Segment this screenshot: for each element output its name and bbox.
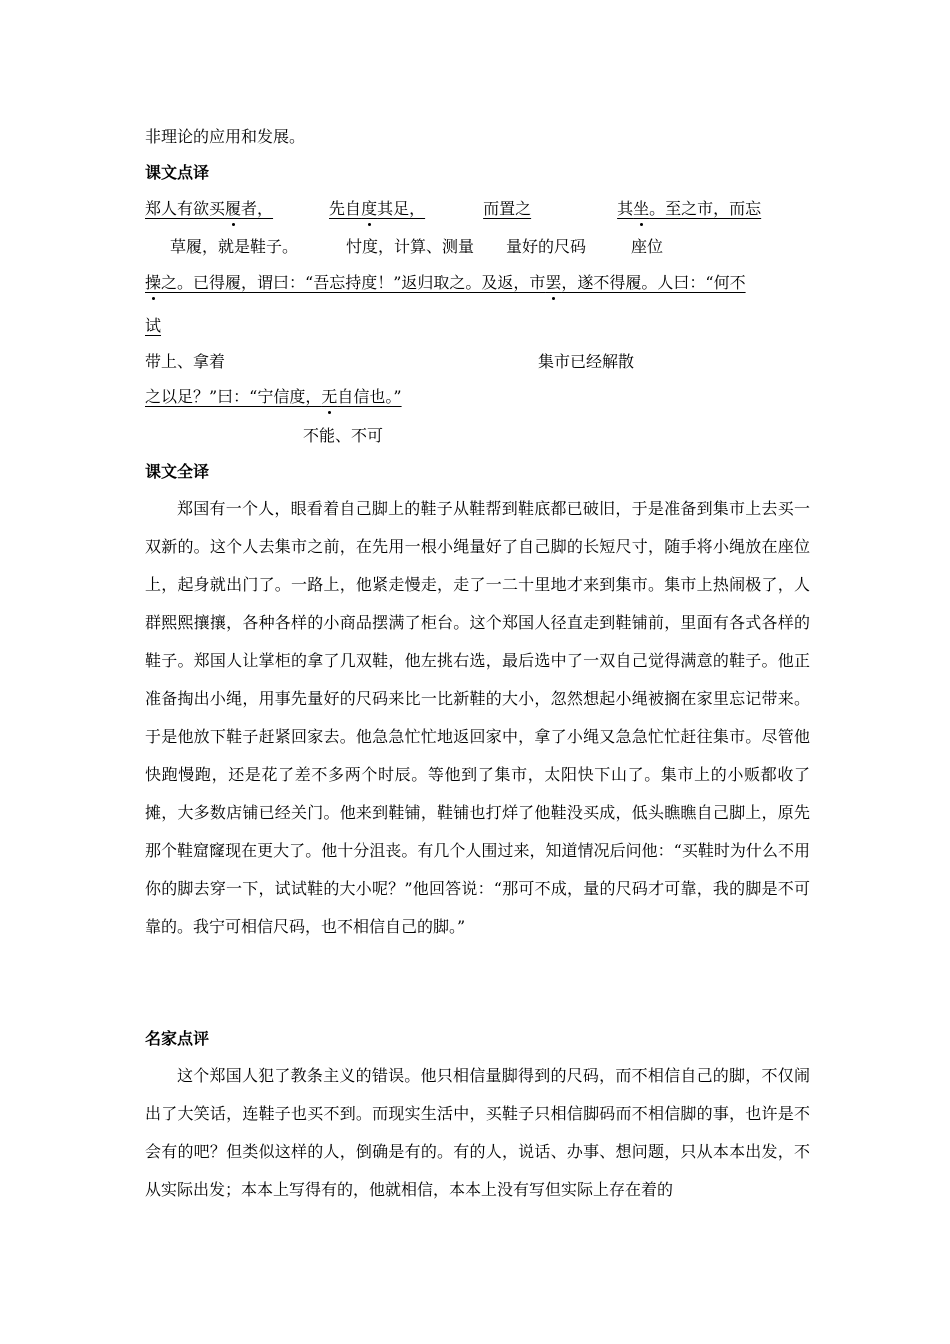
annotated-char: 操 [145, 273, 162, 292]
intro-tail-text: 非理论的应用和发展。 [145, 127, 306, 146]
gloss-note: 忖度，计算、测量 [346, 237, 475, 256]
gloss-note: 座位 [631, 237, 664, 256]
classical-text-segment: 试 [145, 316, 162, 335]
classical-text-line-3 [145, 387, 402, 407]
classical-text-segment: 其足， [377, 199, 426, 218]
gloss-note: 草履，就是鞋子。 [170, 237, 299, 256]
classical-text-segment: 郑人有欲买 [145, 199, 226, 218]
annotated-char: 坐 [633, 199, 650, 218]
gloss-note: 集市已经解散 [538, 352, 635, 371]
annotated-char: 度 [361, 199, 378, 218]
expert-commentary-paragraph: 这个郑国人犯了教条主义的错误。他只相信量脚得到的尺码，而不相信自己的脚，不仅闹出了大笑话，连鞋子也买不到。而现实生活中，买鞋子只相信脚码而不相信脚的事，也许是不会有的吧？但类似这样的人，倒确是有的。有的人，说话、办事、想问题，只从本本出发，不从实际出发；本本上写得有的，他就相信，本本上没有写但实际上存在着的 [145, 1066, 810, 1199]
full-translation-paragraph: 郑国有一个人，眼看着自己脚上的鞋子从鞋帮到鞋底都已破旧，于是准备到集市上去买一双新的。这个人去集市之前，在先用一根小绳量好了自己脚的长短尺寸，随手将小绳放在座位上，起身就出门了。一路上，他紧走慢走，走了一二十里地才来到集市。集市上热闹极了，人群熙熙攘攘，各种各样的小商品摆满了柜台。这个郑国人径直走到鞋铺前，里面有各式各样的鞋子。郑国人让掌柜的拿了几双鞋，他左挑右选，最后选中了一双自己觉得满意的鞋子。他正准备掏出小绳，用事先量好的尺码来比一比新鞋的大小，忽然想起小绳被搁在家里忘记带来。于是他放下鞋子赶紧回家去。他急急忙忙地返回家中，拿了小绳又急急忙忙赶往集市。尽管他快跑慢跑，还是花了差不多两个时辰。等他到了集市，太阳快下山了。集市上的小贩都收了摊，大多数店铺已经关门。他来到鞋铺，鞋铺也打烊了他鞋没买成，低头瞧瞧自己脚上，原先那个鞋窟窿现在更大了。他十分沮丧。有几个人围过来，知道情况后问他：“买鞋时为什么不用你的脚去穿一下，试试鞋的大小呢？”他回答说：“那可不成，量的尺码才可靠，我的脚是不可靠的。我宁可相信尺码，也不相信自己的脚。” [145, 499, 810, 936]
gloss-note: 不能、不可 [303, 426, 384, 445]
classical-text-segment: 其 [617, 199, 634, 218]
classical-text-segment: 之以足？”曰：“宁信度， [145, 387, 322, 406]
classical-text-segment: 先自 [329, 199, 362, 218]
classical-text-segment: 之。已得履，谓曰：“吾忘持度！”返归取之。及返，市 [161, 273, 546, 292]
annotated-char: 履 [225, 199, 242, 218]
gloss-note: 量好的尺码 [506, 237, 587, 256]
section-heading-full-translation: 课文全译 [145, 462, 210, 481]
gloss-note: 带上、拿着 [145, 352, 226, 371]
classical-text-segment: ，遂不得履。人曰：“何不 [561, 273, 746, 292]
annotated-char: 无 [321, 387, 338, 406]
classical-text-segment: 。至之市，而忘 [649, 199, 762, 218]
classical-text-segment: 自信也。” [337, 387, 402, 406]
classical-text-line-2 [145, 273, 746, 293]
classical-text-segment: 而置之 [483, 199, 532, 218]
section-heading-expert-commentary: 名家点评 [145, 1029, 210, 1048]
annotated-char: 罢 [545, 273, 562, 292]
classical-text-line-2-wrap [145, 316, 161, 336]
classical-text-segment: 者， [241, 199, 274, 218]
classical-text-line-1 [145, 199, 761, 219]
section-heading-annotated-text: 课文点译 [145, 163, 210, 182]
